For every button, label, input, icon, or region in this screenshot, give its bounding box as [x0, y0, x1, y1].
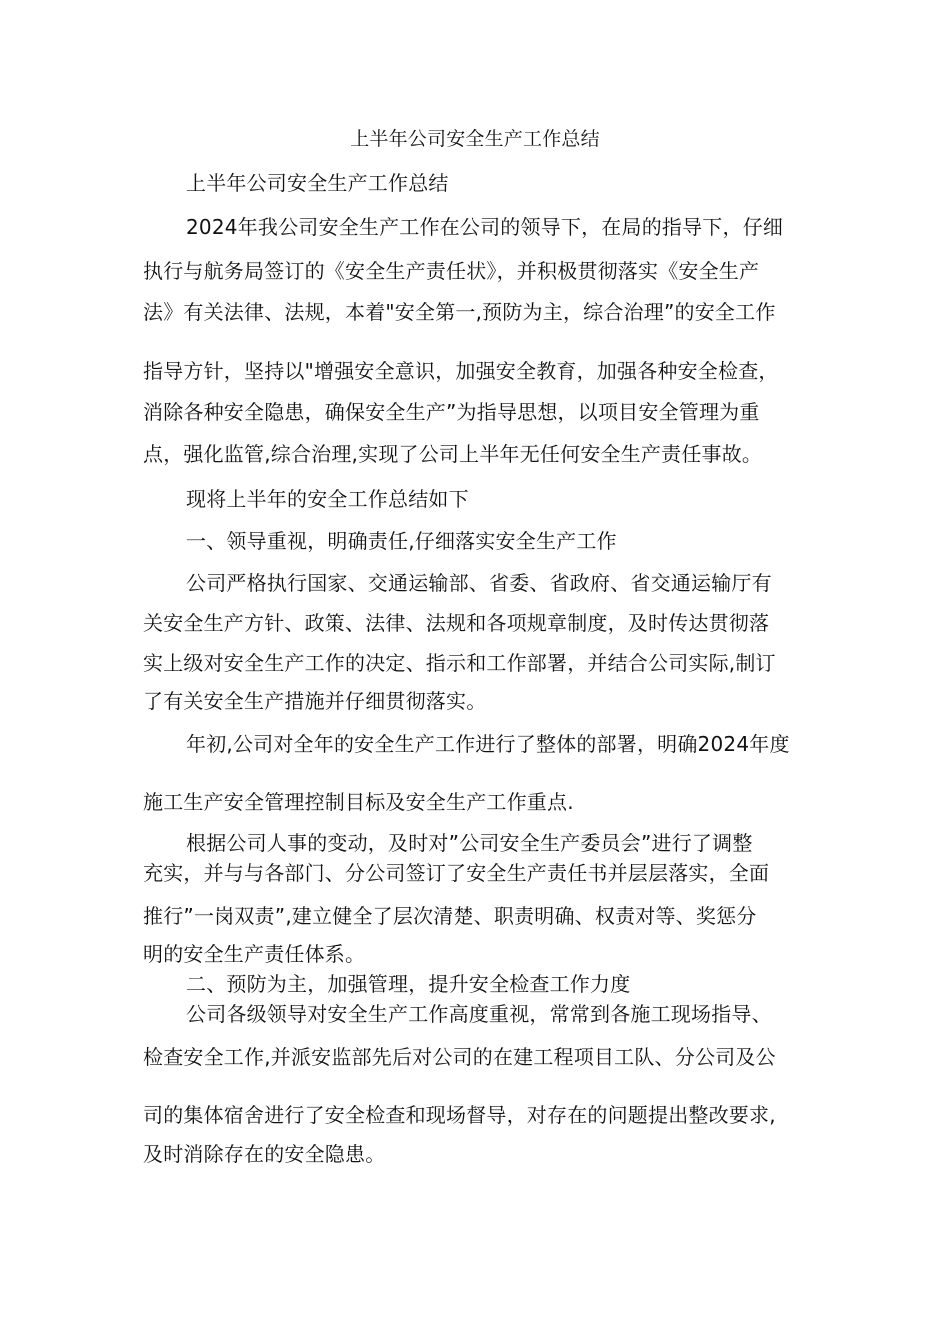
text-line: 年初,公司对全年的安全生产工作进行了整体的部署，明确2024年度	[186, 732, 790, 756]
text-line: 现将上半年的安全工作总结如下	[186, 487, 469, 511]
text-line: 实上级对安全生产工作的决定、指示和工作部署，并结合公司实际,制订	[143, 651, 776, 675]
text-line: 施工生产安全管理控制目标及安全生产工作重点.	[143, 790, 574, 814]
text-line: 了有关安全生产措施并仔细贯彻落实。	[143, 689, 487, 713]
text-line: 及时消除存在的安全隐患。	[143, 1142, 386, 1166]
text-line: 消除各种安全隐患，确保安全生产”为指导思想，以项目安全管理为重	[143, 400, 760, 424]
text-line: 根据公司人事的变动，及时对”公司安全生产委员会”进行了调整	[186, 831, 753, 855]
text-line: 上半年公司安全生产工作总结	[186, 171, 449, 195]
text-line: 公司严格执行国家、交通运输部、省委、省政府、省交通运输厅有	[186, 571, 772, 595]
section-heading: 二、预防为主，加强管理，提升安全检查工作力度	[186, 972, 631, 996]
text-line: 检查安全工作,并派安监部先后对公司的在建工程项目工队、分公司及公	[143, 1045, 776, 1069]
text-line: 推行”一岗双责”,建立健全了层次清楚、职责明确、权责对等、奖惩分	[143, 904, 757, 928]
text-line: 明的安全生产责任体系。	[143, 942, 366, 966]
text-line: 法》有关法律、法规，本着"安全第一,预防为主，综合治理”的安全工作	[143, 300, 776, 324]
text-line: 点，强化监管,综合治理,实现了公司上半年无任何安全生产责任事故。	[143, 442, 763, 466]
text-line: 充实，并与与各部门、分公司签订了安全生产责任书并层层落实，全面	[143, 861, 770, 885]
document-title: 上半年公司安全生产工作总结	[350, 128, 600, 150]
text-line: 2024年我公司安全生产工作在公司的领导下，在局的指导下，仔细	[186, 215, 784, 239]
text-line: 执行与航务局签订的《安全生产责任状》，并积极贯彻落实《安全生产	[143, 259, 760, 283]
section-heading: 一、领导重视，明确责任,仔细落实安全生产工作	[186, 529, 617, 553]
text-line: 公司各级领导对安全生产工作高度重视，常常到各施工现场指导、	[186, 1002, 772, 1026]
text-line: 指导方针，坚持以"增强安全意识，加强安全教育，加强各种安全检查，	[143, 359, 779, 383]
text-line: 关安全生产方针、政策、法律、法规和各项规章制度，及时传达贯彻落	[143, 611, 770, 635]
text-line: 司的集体宿舍进行了安全检查和现场督导，对存在的问题提出整改要求,	[143, 1103, 776, 1127]
